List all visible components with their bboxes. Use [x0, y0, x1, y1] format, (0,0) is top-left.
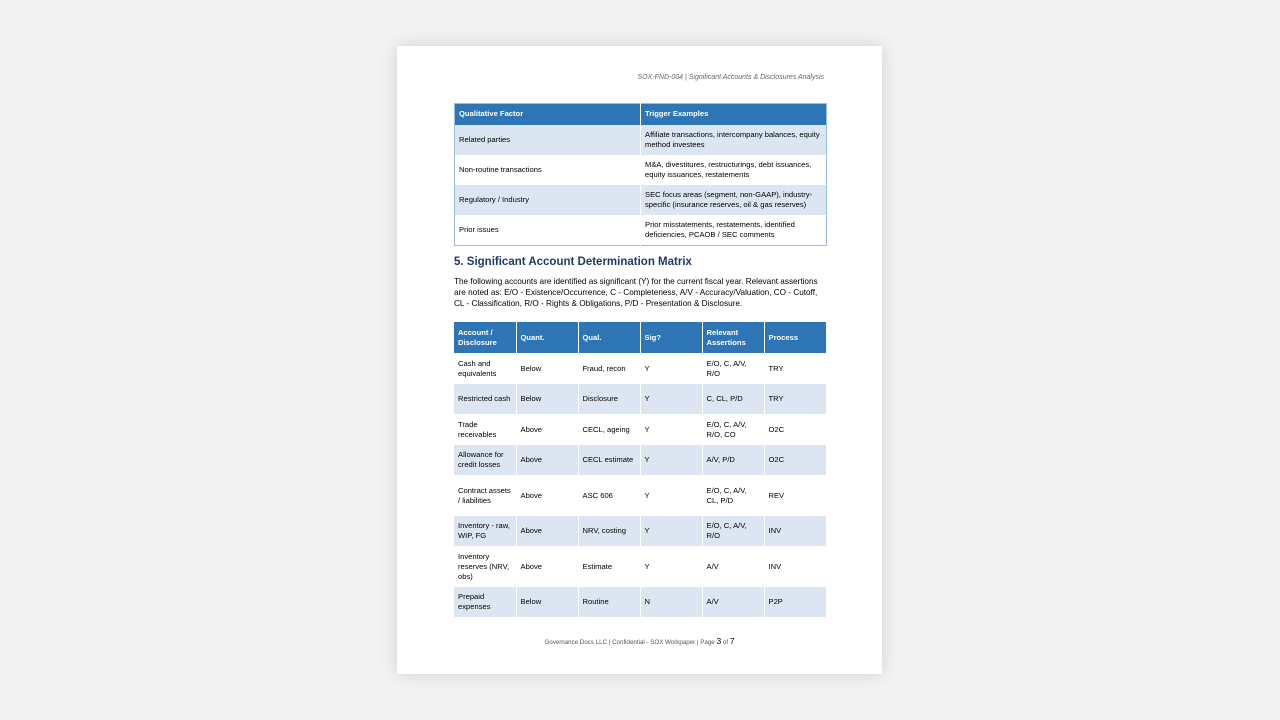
table-cell: Cash and equivalents [454, 353, 516, 384]
table-cell: SEC focus areas (segment, non-GAAP), industry-specific (insurance reserves, oil & gas reserves) [641, 185, 827, 215]
qualitative-factor-table [454, 103, 827, 246]
table-cell: O2C [764, 445, 826, 475]
column-header: Trigger Examples [641, 104, 827, 125]
table-cell: M&A, divestitures, restructurings, debt issuances, equity issuances, restatements [645, 159, 812, 179]
table-cell: Y [640, 475, 702, 516]
column-header: Process [764, 322, 826, 353]
table-cell: Above [516, 445, 578, 475]
table-cell: Trade receivables [454, 414, 516, 445]
table-cell: Non-routine transactions [455, 155, 641, 185]
column-header: Relevant Assertions [702, 322, 764, 353]
table-row [454, 353, 826, 384]
table-cell: Y [640, 516, 702, 546]
column-header: Quant. [516, 322, 578, 353]
table-cell: Contract assets / liabilities [454, 475, 516, 516]
table-cell: Y [640, 546, 702, 587]
table-row [455, 215, 827, 245]
table-cell: Regulatory / Industry [455, 185, 641, 215]
table-cell: Above [516, 516, 578, 546]
section-intro: The following accounts are identified as significant (Y) for the current fiscal year. Relevant assertions are noted as: E/O - Existence/Occurrence, C - Completeness, A/V - Accuracy/Valuation, CO - Cutoff, CL - Classification, R/O - Rights & Obligations, P/D - Presentation & Disclosure. [454, 277, 818, 308]
table-cell: Y [640, 384, 702, 414]
page-number: 3 [716, 636, 722, 646]
table-cell: Related parties [455, 125, 641, 155]
table-cell: Estimate [578, 546, 640, 587]
running-header: SOX-FND-004 | Significant Accounts & Disclosures Analysis [637, 74, 824, 81]
significant-account-matrix [454, 322, 826, 617]
table-row [455, 185, 827, 215]
table-cell: N [640, 587, 702, 617]
table-cell: A/V [702, 587, 764, 617]
section-heading: 5. Significant Account Determination Matrix [454, 256, 692, 268]
table-cell: A/V [702, 546, 764, 587]
table-cell: CECL estimate [578, 445, 640, 475]
table-cell: Inventory reserves (NRV, obs) [454, 546, 516, 587]
table-row [454, 475, 826, 516]
table-cell: NRV, costing [578, 516, 640, 546]
table-row [454, 546, 826, 587]
table-cell: CECL, ageing [578, 414, 640, 445]
table-row [454, 445, 826, 475]
table-cell: Above [516, 546, 578, 587]
table-cell: Above [516, 414, 578, 445]
column-header: Sig? [640, 322, 702, 353]
table-cell: Affiliate transactions, intercompany balances, equity method investees [641, 125, 827, 155]
table-header-row [455, 104, 827, 125]
table-row [455, 155, 827, 185]
table-cell: Y [640, 353, 702, 384]
table-row [454, 414, 826, 445]
table-row [455, 125, 827, 155]
table-cell: Restricted cash [454, 384, 516, 414]
table-cell: Prior issues [455, 215, 641, 245]
table-cell: Y [640, 445, 702, 475]
table-row [454, 587, 826, 617]
table-cell: Fraud, recon [578, 353, 640, 384]
page-total: 7 [729, 636, 735, 646]
table-row [454, 516, 826, 546]
table-cell: INV [768, 561, 782, 571]
table-cell: Prior misstatements, restatements, identified deficiencies, PCAOB / SEC comments [645, 220, 795, 240]
footer-of: of [722, 639, 729, 646]
column-header: Account / Disclosure [454, 322, 516, 353]
table-cell: E/O, C, A/V, R/O [702, 516, 764, 546]
table-cell: Prepaid expenses [454, 587, 516, 617]
table-cell: REV [768, 490, 785, 500]
table-cell: TRY [764, 384, 826, 414]
table-cell: E/O, C, A/V, R/O, CO [702, 414, 764, 445]
column-header: Qual. [578, 322, 640, 353]
table-cell: A/V, P/D [702, 445, 764, 475]
table-cell: ASC 606 [578, 475, 640, 516]
column-header: Qualitative Factor [455, 104, 641, 125]
table-row [454, 384, 826, 414]
document-page [397, 46, 882, 674]
table-cell: Inventory - raw, WIP, FG [454, 516, 516, 546]
table-cell: C, CL, P/D [702, 384, 764, 414]
table-cell: Below [516, 384, 578, 414]
page-footer [397, 636, 882, 646]
table-cell: E/O, C, A/V, R/O [702, 353, 764, 384]
table-cell: Below [516, 587, 578, 617]
table-cell: O2C [768, 424, 785, 434]
table-cell: INV [764, 516, 826, 546]
table-cell: Disclosure [578, 384, 640, 414]
table-cell: Allowance for credit losses [454, 445, 516, 475]
table-cell: Above [516, 475, 578, 516]
table-cell: TRY [768, 363, 784, 373]
table-header-row [454, 322, 826, 353]
footer-text: Governance Docs LLC | Confidential - SOX Workpaper | Page [544, 639, 715, 646]
table-cell: P2P [764, 587, 826, 617]
table-cell: Below [516, 353, 578, 384]
table-cell: Routine [578, 587, 640, 617]
table-cell: Y [640, 414, 702, 445]
table-cell: E/O, C, A/V, CL, P/D [702, 475, 764, 516]
